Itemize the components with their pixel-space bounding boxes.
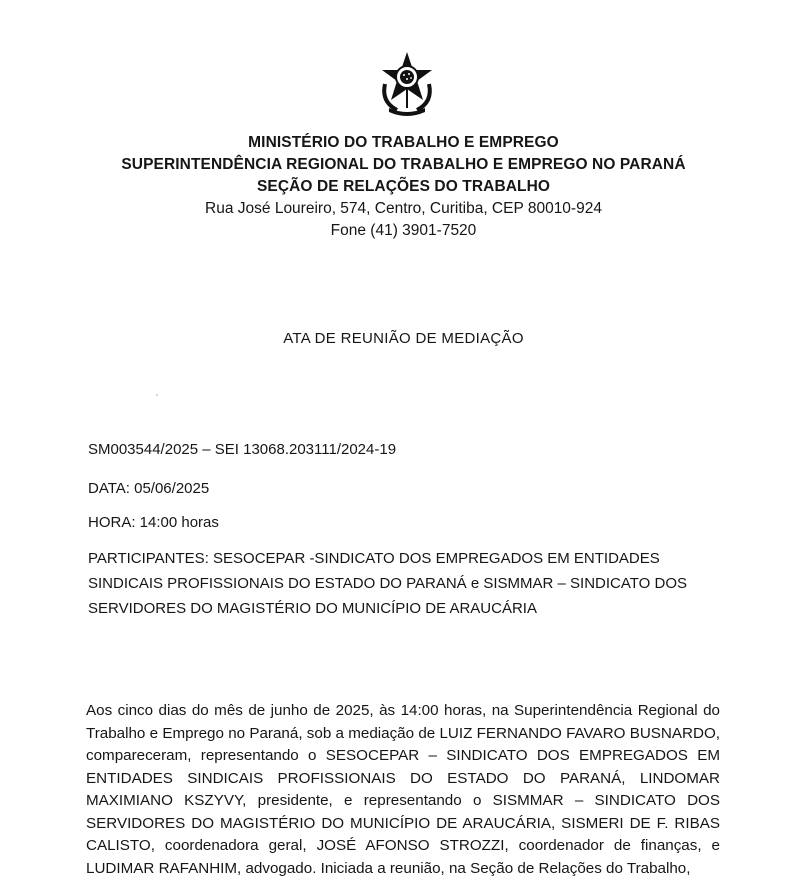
participants: PARTICIPANTES: SESOCEPAR -SINDICATO DOS EMPREGADOS EM ENTIDADES SINDICAIS PROFISSIONAIS DO ESTADO DO PARANÁ e SISMMAR – SINDICATO DOS SERVIDORES DO MAGISTÉRIO DO MUNICÍPIO DE ARAUCÁRIA [88, 550, 687, 617]
section-name: SEÇÃO DE RELAÇÕES DO TRABALHO [256, 178, 551, 195]
superintendence-name: SUPERINTENDÊNCIA REGIONAL DO TRABALHO E EMPREGO NO PARANÁ [121, 156, 686, 173]
reference-number: SM003544/2025 – SEI 13068.203111/2024-19 [88, 441, 397, 458]
address: Rua José Loureiro, 574, Centro, Curitiba, CEP 80010-924 [205, 200, 602, 217]
scan-speck [156, 394, 158, 396]
meeting-time: HORA: 14:00 horas [88, 514, 219, 531]
minutes-body: Aos cinco dias do mês de junho de 2025, às 14:00 horas, na Superintendência Regional do Trabalho e Emprego no Paraná, sob a mediação de LUIZ FERNANDO FAVARO BUSNARDO, compareceram, representando o SESOCEPAR – SINDICATO DOS EMPREGADOS EM ENTIDADES SINDICAIS PROFISSIONAIS DO ESTADO DO PARANÁ, LINDOMAR MAXIMIANO KSZYVY, presidente, e representando o SISMMAR – SINDICATO DOS SERVIDORES DO MAGISTÉRIO DO MUNICÍPIO DE ARAUCÁRIA, SISMERI DE F. RIBAS CALISTO, coordenadora geral, JOSÉ AFONSO STROZZI, coordenador de finanças, e LUDIMAR RAFANHIM, advogado. Iniciada a reunião, na Seção de Relações do Trabalho, [86, 702, 720, 877]
brazil-coat-of-arms-icon [375, 50, 439, 116]
document-title: ATA DE REUNIÃO DE MEDIAÇÃO [283, 330, 524, 347]
meeting-date: DATA: 05/06/2025 [88, 480, 210, 497]
phone: Fone (41) 3901-7520 [330, 222, 477, 239]
letterhead [0, 132, 807, 242]
ministry-name: MINISTÉRIO DO TRABALHO E EMPREGO [248, 134, 559, 151]
